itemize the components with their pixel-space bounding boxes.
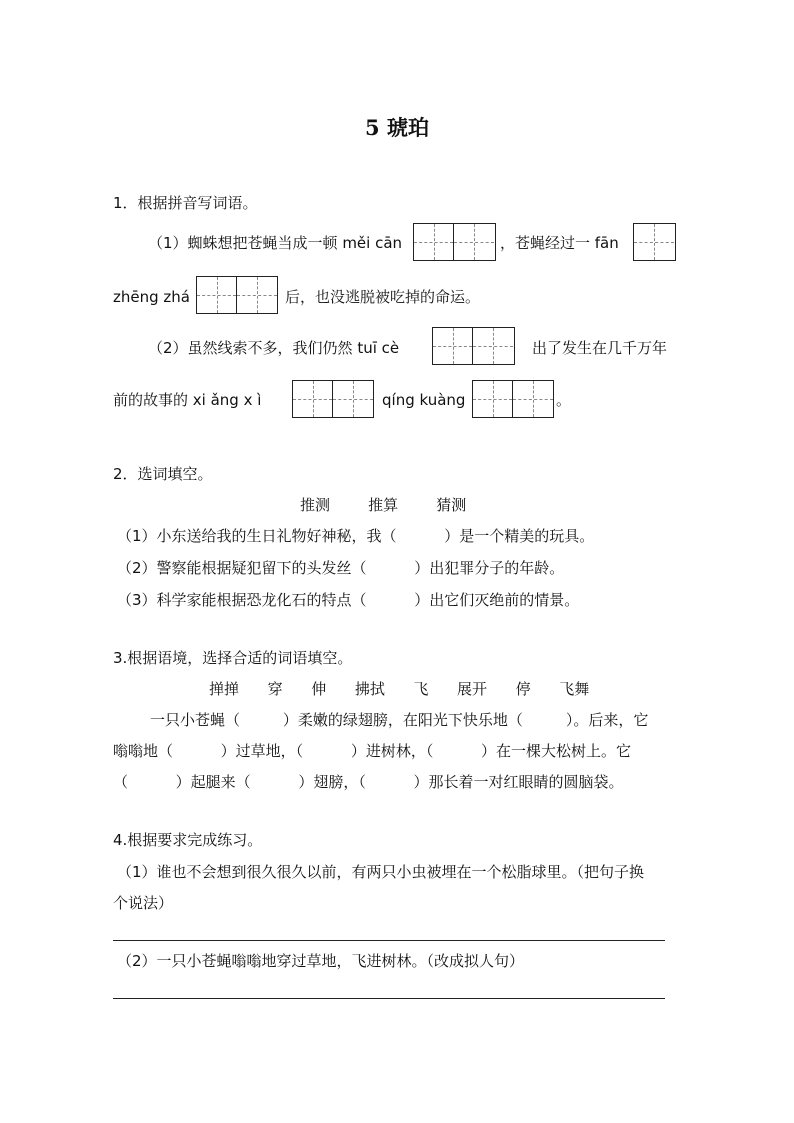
- q1-s2-text-c: 前的故事的 xi ǎng x ì: [113, 391, 262, 409]
- q2-word-options: 推测 推算 猜测: [300, 496, 467, 514]
- q1-s2-text-e: 。: [556, 391, 572, 409]
- answer-box-qingkuang[interactable]: [472, 380, 554, 418]
- q4-item-1-line-2: 个说法）: [113, 894, 174, 912]
- answer-box-zhengzha[interactable]: [196, 276, 278, 314]
- q2-heading: 2．选词填空。: [113, 465, 213, 483]
- q3-word-options: 掸掸 穿 伸 拂拭 飞 展开 停 飞舞: [209, 680, 590, 698]
- answer-box-meican[interactable]: [413, 223, 496, 261]
- answer-box-xiangxi[interactable]: [292, 380, 374, 418]
- q1-s1-text-b: ，苍蝇经过一 fān: [500, 234, 619, 252]
- q2-item-3: （3）科学家能根据恐龙化石的特点（ ）出它们灭绝前的情景。: [117, 591, 580, 609]
- q3-line-3: （ ）起腿来（ ）翅膀，（ ）那长着一对红眼睛的圆脑袋。: [113, 773, 624, 791]
- q4-answer-line-1[interactable]: [113, 940, 665, 941]
- answer-box-tuice[interactable]: [432, 327, 515, 365]
- answer-box-fan[interactable]: [633, 223, 676, 261]
- q1-s1-text-a: （1）蜘蛛想把苍蝇当成一顿 měi cān: [148, 234, 403, 252]
- q1-s2-text-d: qíng kuàng: [382, 391, 466, 409]
- q1-s2-text-a: （2）虽然线索不多，我们仍然 tuī cè: [148, 339, 400, 357]
- q3-line-2: 嗡嗡地（ ）过草地，（ ）进树林，（ ）在一棵大松树上。它: [113, 742, 632, 760]
- q2-item-2: （2）警察能根据疑犯留下的头发丝（ ）出犯罪分子的年龄。: [117, 559, 565, 577]
- q3-line-1: 一只小苍蝇（ ）柔嫩的绿翅膀，在阳光下快乐地（ ）。后来，它: [150, 711, 649, 729]
- q2-item-1: （1）小东送给我的生日礼物好神秘，我（ ）是一个精美的玩具。: [117, 527, 595, 545]
- q3-heading: 3.根据语境，选择合适的词语填空。: [113, 649, 353, 667]
- q1-heading: 1．根据拼音写词语。: [113, 194, 258, 212]
- page-title: 5 琥珀: [365, 115, 429, 140]
- q1-s2-text-b: 出了发生在几千万年: [532, 339, 668, 357]
- q4-heading: 4.根据要求完成练习。: [113, 831, 263, 849]
- q4-answer-line-2[interactable]: [113, 998, 665, 999]
- q1-s1-text-c: zhēng zhá: [113, 288, 190, 306]
- q4-item-1-line-1: （1）谁也不会想到很久很久以前，有两只小虫被埋在一个松脂球里。（把句子换: [117, 863, 645, 881]
- q4-item-2: （2）一只小苍蝇嗡嗡地穿过草地，飞进树林。（改成拟人句）: [117, 952, 525, 970]
- q1-s1-text-d: 后，也没逃脱被吃掉的命运。: [285, 288, 481, 306]
